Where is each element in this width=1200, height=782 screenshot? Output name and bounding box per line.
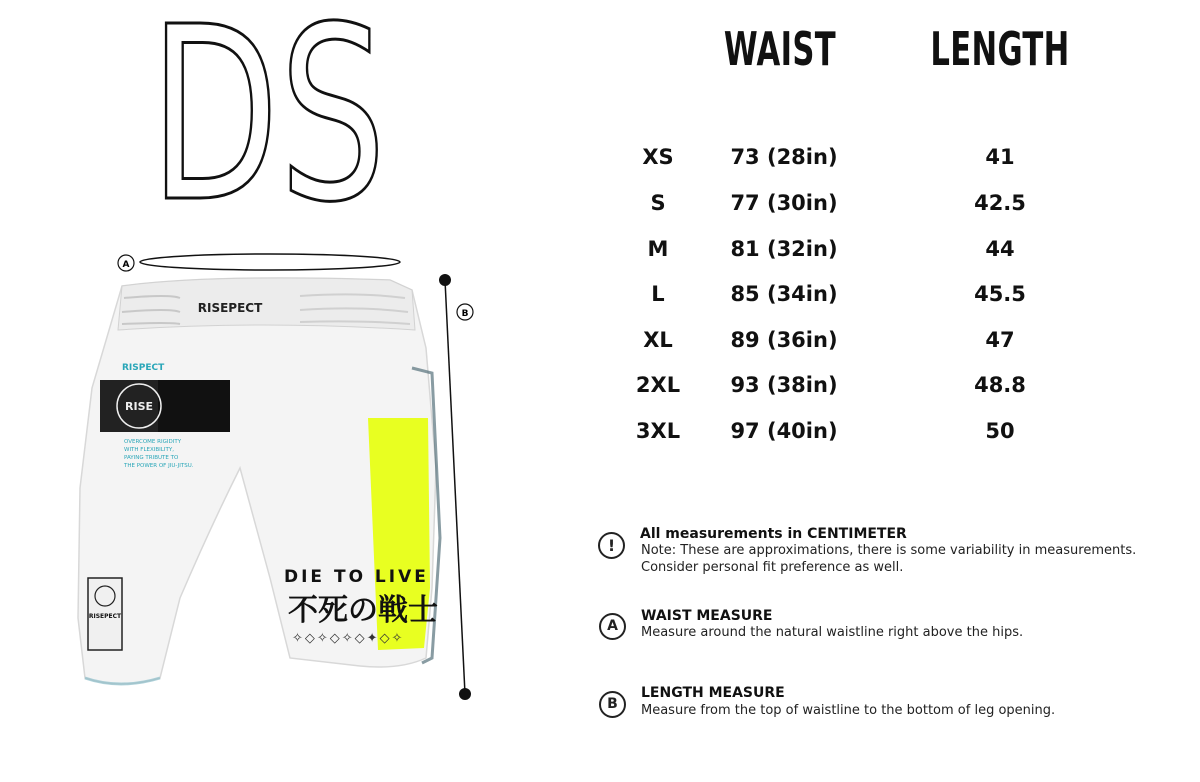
length-cell: 45.5 <box>974 282 1026 306</box>
kanji-text: 不死の戦士 <box>288 593 438 628</box>
table-row <box>610 419 1110 459</box>
sparkle-row: ✧◇✧◇✧◇✦◇✧ <box>292 631 405 646</box>
logo-text: RISE <box>125 400 153 413</box>
waist-measure-title: WAIST MEASURE <box>641 608 773 624</box>
length-cell: 47 <box>985 328 1015 352</box>
brand-label: RISEPECT <box>197 301 263 315</box>
table-row <box>610 237 1110 277</box>
length-measure-line <box>445 280 465 694</box>
table-row <box>610 191 1110 231</box>
units-note-line-2: Consider personal fit preference as well. <box>641 560 904 575</box>
tagline-2: WITH FLEXIBILITY, <box>124 447 174 453</box>
waist-cell: 77 (30in) <box>730 191 838 215</box>
length-measure-text: Measure from the top of waistline to the bottom of leg opening. <box>641 703 1056 718</box>
tagline-3: PAYING TRIBUTE TO <box>124 455 179 461</box>
marker-b-label: B <box>461 309 469 319</box>
size-cell: L <box>651 282 665 306</box>
waist-marker-icon: A <box>599 613 626 640</box>
size-cell: XL <box>643 328 673 352</box>
table-row <box>610 282 1110 322</box>
units-note-line-1: Note: These are approximations, there is some variability in measurements. <box>641 543 1137 558</box>
waist-cell: 93 (38in) <box>730 373 838 397</box>
units-note-title: All measurements in CENTIMETER <box>640 526 907 542</box>
shorts-illustration <box>60 238 500 708</box>
table-row <box>610 328 1110 368</box>
waist-cell: 73 (28in) <box>730 145 838 169</box>
length-cell: 42.5 <box>974 191 1026 215</box>
length-cell: 44 <box>985 237 1015 261</box>
slogan-text: DIE TO LIVE <box>284 567 429 587</box>
brand-small-label: RISPECT <box>122 363 165 373</box>
table-row <box>610 145 1110 185</box>
size-cell: S <box>650 191 666 215</box>
waist-cell: 97 (40in) <box>730 419 838 443</box>
waist-cell: 85 (34in) <box>730 282 838 306</box>
title-text: DS <box>149 0 387 255</box>
marker-a-label: A <box>122 260 130 270</box>
length-measure-title: LENGTH MEASURE <box>641 685 785 701</box>
size-cell: 3XL <box>635 419 681 443</box>
length-end-dot <box>459 688 471 700</box>
length-start-dot <box>439 274 451 286</box>
waist-measure-ellipse <box>140 254 400 270</box>
length-cell: 41 <box>985 145 1015 169</box>
info-icon: ! <box>598 532 625 559</box>
tagline-1: OVERCOME RIGIDITY <box>124 439 182 445</box>
patch-label: RISEPECT <box>88 613 122 620</box>
size-cell: XS <box>642 145 674 169</box>
waist-cell: 89 (36in) <box>730 328 838 352</box>
waist-header: WAIST <box>723 22 837 76</box>
size-cell: 2XL <box>635 373 681 397</box>
length-cell: 50 <box>985 419 1015 443</box>
length-cell: 48.8 <box>974 373 1026 397</box>
table-row <box>610 373 1110 413</box>
length-marker-icon: B <box>599 691 626 718</box>
waist-measure-text: Measure around the natural waistline right above the hips. <box>641 625 1024 640</box>
length-header: LENGTH <box>930 22 1070 76</box>
tagline-4: THE POWER OF JIU-JITSU. <box>124 463 194 469</box>
waist-cell: 81 (32in) <box>730 237 838 261</box>
size-cell: M <box>647 237 669 261</box>
size-chart-title <box>149 0 387 255</box>
